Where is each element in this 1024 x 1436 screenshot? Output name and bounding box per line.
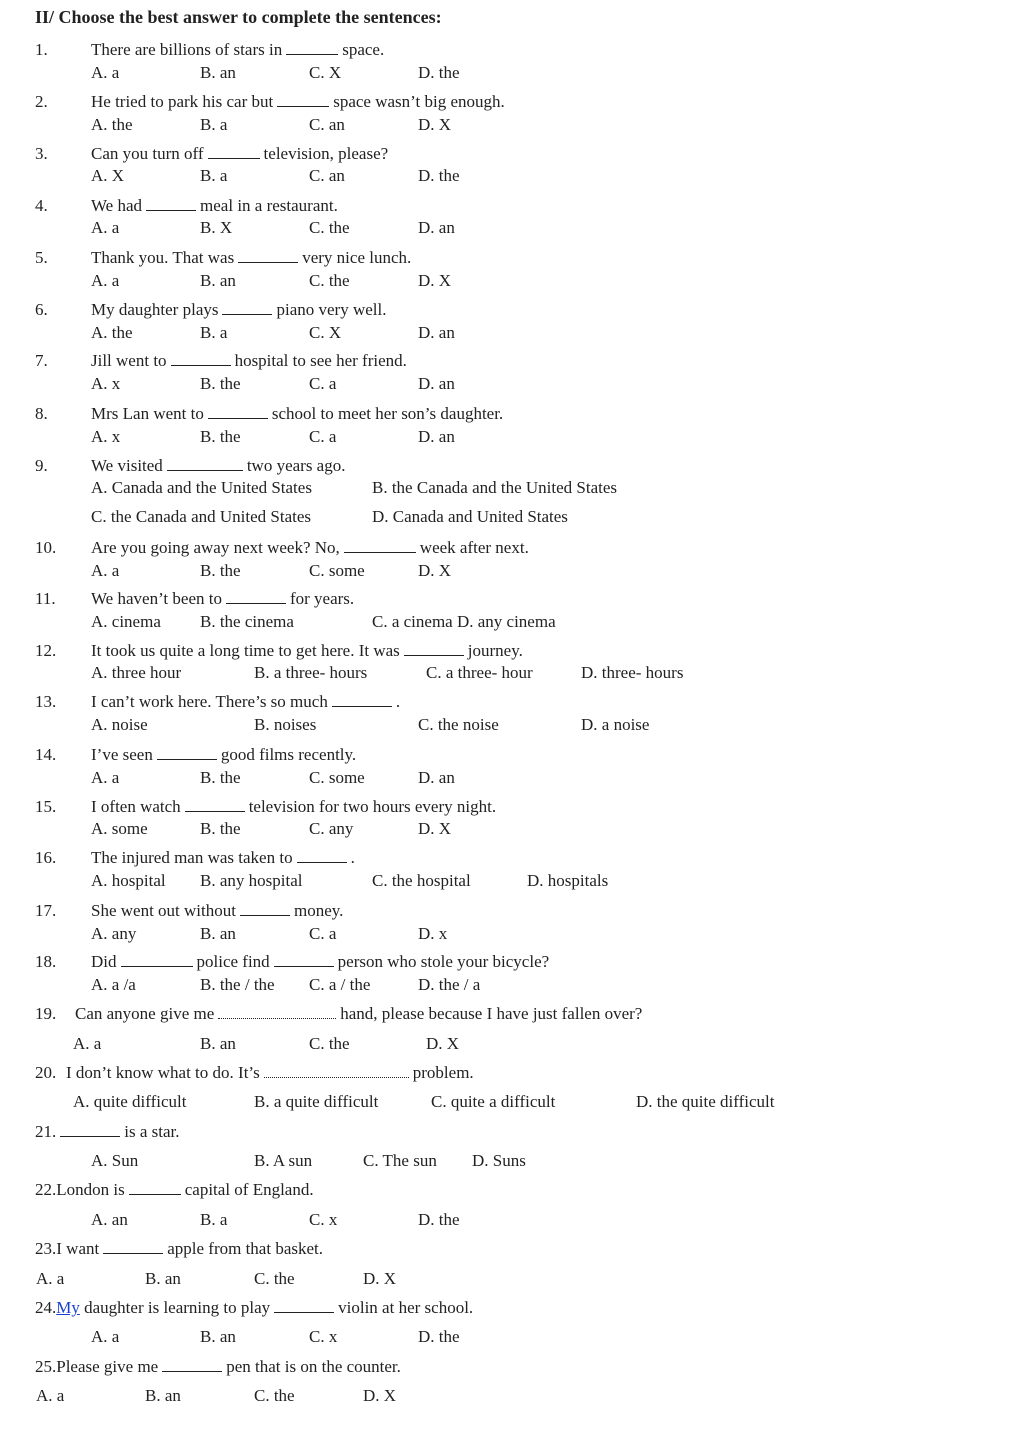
question-number: 25. [35, 1357, 57, 1376]
stem-text-after: apple from that basket. [167, 1239, 323, 1258]
answer-option[interactable]: D. X [418, 115, 452, 134]
stem-text-before: Are you going away next week? No, [91, 538, 340, 557]
answer-option[interactable]: B. A sun [254, 1151, 313, 1170]
stem-text-before: I don’t know what to do. It’s [66, 1063, 260, 1082]
answer-option[interactable]: B. an [200, 1327, 236, 1346]
answer-option[interactable]: D. x [418, 924, 448, 943]
answer-option[interactable]: B. an [145, 1269, 181, 1288]
question-stem [35, 1298, 473, 1318]
stem-text-before: London is [56, 1180, 125, 1199]
stem-text-before: daughter is learning to play [84, 1298, 271, 1317]
stem-text-after: two years ago. [246, 456, 346, 475]
answer-option[interactable]: A. a [36, 1269, 65, 1288]
answer-option[interactable]: B. the Canada and the United States [372, 478, 618, 497]
answer-blank [286, 40, 338, 55]
answer-option[interactable]: A. hospital [91, 871, 166, 890]
question-number: 13. [35, 692, 57, 711]
answer-option[interactable]: B. the [200, 374, 241, 393]
section-heading: II/ Choose the best answer to complete the sentences: [35, 7, 442, 27]
question-number: 6. [35, 300, 48, 319]
answer-option[interactable]: B. the [200, 561, 241, 580]
answer-option[interactable]: C. a [309, 924, 337, 943]
question-number: 12. [35, 641, 57, 660]
question-stem [91, 196, 338, 216]
question-stem [91, 248, 411, 268]
stem-text-after: person who stole your bicycle? [337, 952, 550, 971]
stem-text-before: Thank you. That was [91, 248, 235, 267]
answer-blank [60, 1122, 120, 1137]
answer-option[interactable]: C. the hospital [372, 871, 471, 890]
answer-option[interactable]: D. the [418, 63, 460, 82]
stem-text-after: week after next. [419, 538, 529, 557]
stem-text-before: We haven’t been to [91, 589, 222, 608]
answer-option[interactable]: D. an [418, 427, 455, 446]
stem-text-after: money. [293, 901, 344, 920]
answer-blank [240, 901, 290, 916]
stem-text-after: hospital to see her friend. [234, 351, 407, 370]
answer-option[interactable]: B. a [200, 115, 228, 134]
answer-option[interactable]: B. the cinema [200, 612, 294, 631]
question-number: 23. [35, 1239, 57, 1258]
stem-text-before: I’ve seen [91, 745, 153, 764]
question-stem [91, 901, 343, 921]
question-number: 20. [35, 1063, 57, 1082]
answer-blank [208, 404, 268, 419]
answer-option[interactable]: B. an [200, 924, 236, 943]
question-number: 5. [35, 248, 48, 267]
stem-text-after: very nice lunch. [302, 248, 412, 267]
answer-option[interactable]: D. the / a [418, 975, 481, 994]
answer-option[interactable]: B. the [200, 819, 241, 838]
stem-text-after: space wasn’t big enough. [333, 92, 505, 111]
answer-option[interactable]: A. a [91, 768, 120, 787]
answer-option[interactable]: A. any [91, 924, 137, 943]
answer-option[interactable]: D. Suns [472, 1151, 526, 1170]
answer-option[interactable]: B. a [200, 166, 228, 185]
question-number: 22. [35, 1180, 57, 1199]
answer-option[interactable]: C. x [309, 1327, 338, 1346]
question-number: 17. [35, 901, 57, 920]
answer-option[interactable]: A. three hour [91, 663, 182, 682]
answer-option[interactable]: A. Sun [91, 1151, 139, 1170]
question-stem [91, 641, 523, 661]
stem-text-after: pen that is on the counter. [226, 1357, 401, 1376]
answer-blank [274, 952, 334, 967]
stem-text-before: We had [91, 196, 143, 215]
answer-option[interactable]: A. a [91, 63, 120, 82]
question-stem [91, 300, 386, 320]
answer-option[interactable]: B. the [200, 427, 241, 446]
stem-text-after: . [350, 848, 355, 867]
answer-blank [171, 351, 231, 366]
answer-option[interactable]: A. some [91, 819, 148, 838]
answer-option[interactable]: B. X [200, 218, 233, 237]
answer-blank [297, 848, 347, 863]
answer-option[interactable]: B. a quite difficult [254, 1092, 379, 1111]
answer-option[interactable]: B. the [200, 768, 241, 787]
stem-text-after: space. [342, 40, 385, 59]
question-number: 19. [35, 1004, 57, 1023]
stem-text-after: school to meet her son’s daughter. [271, 404, 504, 423]
answer-blank [208, 144, 260, 159]
question-number: 3. [35, 144, 48, 163]
answer-option[interactable]: A. quite difficult [73, 1092, 187, 1111]
answer-blank [218, 1004, 336, 1019]
stem-text-after: piano very well. [276, 300, 387, 319]
answer-option[interactable]: C. the Canada and United States [91, 507, 312, 526]
answer-option[interactable]: C. the [254, 1386, 295, 1405]
answer-option[interactable]: A. a [91, 218, 120, 237]
question-number: 11. [35, 589, 56, 608]
answer-blank [129, 1180, 181, 1195]
answer-blank [157, 745, 217, 760]
stem-text-before: She went out without [91, 901, 236, 920]
question-stem [91, 745, 356, 765]
answer-option[interactable]: A. x [91, 427, 121, 446]
answer-option[interactable]: C. some [309, 561, 365, 580]
question-number: 16. [35, 848, 57, 867]
question-stem [91, 144, 388, 164]
stem-text-before: Did [91, 952, 117, 971]
answer-blank [222, 300, 272, 315]
question-number: 24. [35, 1298, 57, 1317]
answer-option[interactable]: A. an [91, 1210, 128, 1229]
answer-option[interactable]: D. the quite difficult [636, 1092, 775, 1111]
answer-option[interactable]: A. the [91, 115, 133, 134]
question-number: 18. [35, 952, 57, 971]
answer-blank [332, 692, 392, 707]
stem-text-before: Please give me [56, 1357, 159, 1376]
stem-text-before: Can anyone give me [75, 1004, 215, 1023]
answer-blank [103, 1239, 163, 1254]
stem-text-after: problem. [412, 1063, 474, 1082]
answer-option[interactable]: D. Canada and United States [372, 507, 568, 526]
answer-option[interactable]: D. the [418, 1210, 460, 1229]
stem-text-before: My daughter plays [91, 300, 219, 319]
answer-option[interactable]: A. noise [91, 715, 148, 734]
answer-option[interactable]: D. the [418, 166, 460, 185]
answer-option[interactable]: B. an [200, 1034, 236, 1053]
answer-option[interactable]: D. an [418, 323, 455, 342]
question-stem [91, 40, 384, 60]
answer-blank [344, 538, 416, 553]
answer-option[interactable]: B. any hospital [200, 871, 303, 890]
answer-option[interactable]: D. X [418, 271, 452, 290]
stem-text-after: television for two hours every night. [248, 797, 497, 816]
answer-option[interactable]: B. noises [254, 715, 317, 734]
answer-option[interactable]: C. the noise [418, 715, 499, 734]
stem-text-before: The injured man was taken to [91, 848, 293, 867]
question-stem [91, 404, 503, 424]
stem-text-before: I want [56, 1239, 100, 1258]
question-number: 9. [35, 456, 48, 475]
answer-blank [277, 92, 329, 107]
question-number: 15. [35, 797, 57, 816]
question-number: 10. [35, 538, 57, 557]
question-number: 1. [35, 40, 48, 59]
stem-text-before: I can’t work here. There’s so much [91, 692, 328, 711]
stem-text-after: meal in a restaurant. [200, 196, 338, 215]
answer-option[interactable]: B. a [200, 1210, 228, 1229]
answer-option[interactable]: A. x [91, 374, 121, 393]
question-stem [91, 797, 496, 817]
stem-text-before: He tried to park his car but [91, 92, 274, 111]
answer-option[interactable]: D. X [418, 561, 452, 580]
question-number: 7. [35, 351, 48, 370]
answer-option[interactable]: C. the [309, 271, 350, 290]
answer-option[interactable]: C. a three- hour [426, 663, 533, 682]
answer-option[interactable]: D. an [418, 768, 455, 787]
answer-blank [226, 589, 286, 604]
answer-option[interactable]: A. the [91, 323, 133, 342]
stem-text-after: for years. [289, 589, 355, 608]
question-link[interactable]: My [56, 1298, 80, 1317]
question-number: 21. [35, 1122, 57, 1141]
answer-option[interactable]: B. a three- hours [254, 663, 368, 682]
stem-text-after: television, please? [263, 144, 389, 163]
stem-text-before: Jill went to [91, 351, 167, 370]
answer-option[interactable]: B. an [145, 1386, 181, 1405]
stem-text-after: hand, please because I have just fallen over? [340, 1004, 643, 1023]
question-number: 4. [35, 196, 48, 215]
question-number: 2. [35, 92, 48, 111]
question-stem [91, 456, 345, 476]
answer-option[interactable]: C. a / the [309, 975, 371, 994]
question-stem [66, 1063, 474, 1083]
stem-text-after: is a star. [124, 1122, 180, 1141]
question-stem [35, 1122, 180, 1142]
answer-option[interactable]: C. The sun [363, 1151, 437, 1170]
question-stem [91, 538, 529, 558]
answer-option[interactable]: A. a [91, 561, 120, 580]
stem-text-after: violin at her school. [338, 1298, 474, 1317]
stem-text-middle: police find [196, 952, 270, 971]
question-stem [91, 692, 400, 712]
question-stem [35, 1239, 323, 1259]
answer-blank [121, 952, 193, 967]
answer-option[interactable]: D. the [418, 1327, 460, 1346]
answer-option[interactable]: A. a [73, 1034, 102, 1053]
answer-option[interactable]: C. a [309, 427, 337, 446]
question-stem [91, 589, 354, 609]
answer-option[interactable]: A. a [36, 1386, 65, 1405]
answer-option[interactable]: C. a [309, 374, 337, 393]
answer-blank [404, 641, 464, 656]
answer-option[interactable]: C. the [309, 1034, 350, 1053]
answer-option[interactable]: A. a /a [91, 975, 136, 994]
question-stem [91, 351, 407, 371]
answer-option[interactable]: C. X [309, 63, 342, 82]
answer-option[interactable]: C. some [309, 768, 365, 787]
answer-option[interactable]: D. three- hours [581, 663, 684, 682]
answer-option[interactable]: B. an [200, 63, 236, 82]
answer-option[interactable]: C. an [309, 166, 345, 185]
answer-option[interactable]: C. X [309, 323, 342, 342]
answer-option[interactable]: C. the [254, 1269, 295, 1288]
question-stem [91, 952, 549, 972]
answer-blank [167, 456, 243, 471]
answer-option[interactable]: C. the [309, 218, 350, 237]
answer-option[interactable]: D. a noise [581, 715, 650, 734]
answer-blank [274, 1298, 334, 1313]
answer-option[interactable]: A. cinema [91, 612, 161, 631]
answer-option[interactable]: D. X [418, 819, 452, 838]
stem-text-after: . [395, 692, 401, 711]
answer-option[interactable]: B. an [200, 271, 236, 290]
answer-option[interactable]: D. X [426, 1034, 460, 1053]
stem-text-after: journey. [467, 641, 523, 660]
answer-option[interactable]: C. an [309, 115, 345, 134]
answer-option[interactable]: A. a [91, 271, 120, 290]
question-stem [91, 848, 355, 868]
question-number: 14. [35, 745, 57, 764]
answer-option[interactable]: A. a [91, 1327, 120, 1346]
stem-text-before: It took us quite a long time to get here. It was [91, 641, 400, 660]
stem-text-before: I often watch [91, 797, 181, 816]
answer-blank [162, 1357, 222, 1372]
answer-option[interactable]: C. a cinema D. any cinema [372, 612, 556, 631]
answer-option[interactable]: A. X [91, 166, 125, 185]
answer-blank [146, 196, 196, 211]
answer-option[interactable]: B. the / the [200, 975, 275, 994]
stem-text-before: Can you turn off [91, 144, 204, 163]
answer-option[interactable]: C. any [309, 819, 354, 838]
answer-option[interactable]: D. an [418, 218, 455, 237]
stem-text-before: There are billions of stars in [91, 40, 283, 59]
answer-option[interactable]: D. X [363, 1269, 397, 1288]
stem-text-before: Mrs Lan went to [91, 404, 204, 423]
question-stem [35, 1357, 401, 1377]
answer-option[interactable]: A. Canada and the United States [91, 478, 312, 497]
answer-option[interactable]: D. X [363, 1386, 397, 1405]
question-stem [91, 92, 505, 112]
answer-option[interactable]: D. hospitals [527, 871, 609, 890]
answer-option[interactable]: D. an [418, 374, 455, 393]
answer-option[interactable]: C. quite a difficult [431, 1092, 556, 1111]
stem-text-before: We visited [91, 456, 163, 475]
answer-blank [185, 797, 245, 812]
stem-text-after: good films recently. [220, 745, 357, 764]
answer-option[interactable]: B. a [200, 323, 228, 342]
question-stem [75, 1004, 642, 1024]
question-number: 8. [35, 404, 48, 423]
stem-text-after: capital of England. [184, 1180, 314, 1199]
answer-blank [264, 1063, 409, 1078]
question-stem [35, 1180, 314, 1200]
answer-option[interactable]: C. x [309, 1210, 338, 1229]
answer-blank [238, 248, 298, 263]
